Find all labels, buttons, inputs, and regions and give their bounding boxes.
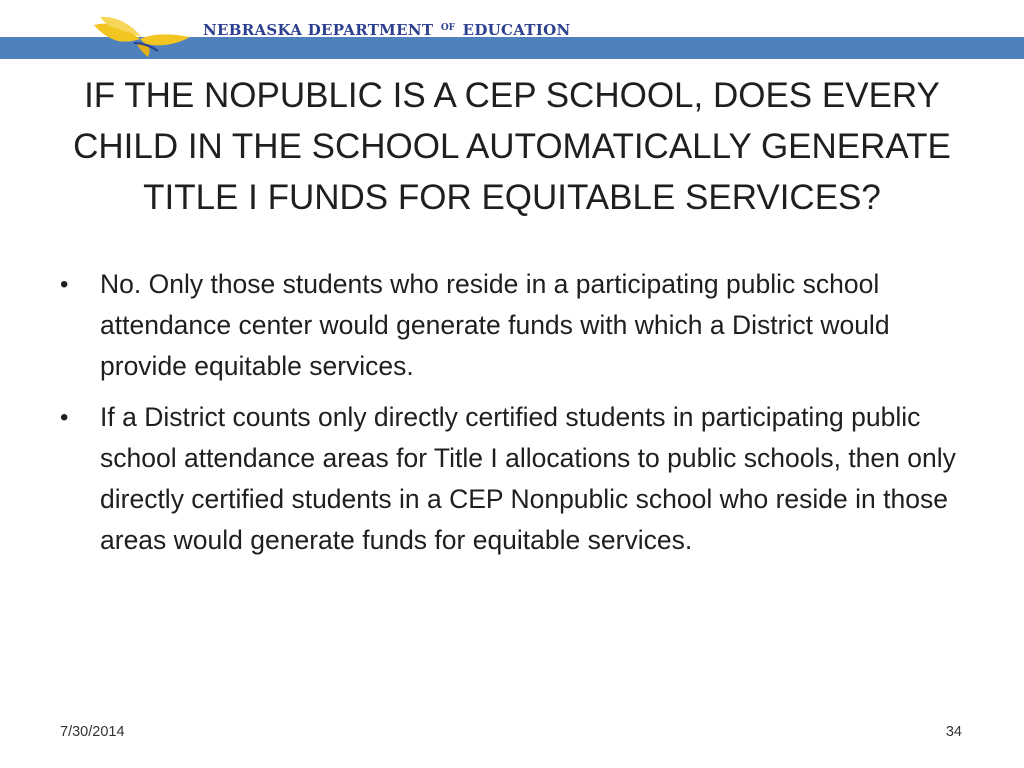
bullet-text: If a District counts only directly certified students in participating public school attendance areas for Title I allocations to public schools, then only directly certified students in a CEP Nonpublic school who reside in those areas would generate funds for equitable services. xyxy=(100,402,956,555)
page-number: 34 xyxy=(945,724,962,740)
bullet-dot: • xyxy=(60,404,69,431)
slide-title: IF THE NOPUBLIC IS A CEP SCHOOL, DOES EVERY CHILD IN THE SCHOOL AUTOMATICALLY GENERATE TITLE I FUNDS FOR EQUITABLE SERVICES? xyxy=(73,76,951,217)
footer-date: 7/30/2014 xyxy=(60,724,125,740)
department-name xyxy=(203,21,571,39)
bullet-dot: • xyxy=(60,271,69,298)
bullet-list xyxy=(56,264,956,571)
logo-text-part1: NEBRASKA DEPARTMENT xyxy=(203,21,434,39)
bullet-text: No. Only those students who reside in a participating public school attendance center would generate funds with which a District would provide equitable services. xyxy=(100,269,890,381)
bullet-item xyxy=(56,397,956,561)
bullet-item xyxy=(56,264,956,387)
logo-text-of: OF xyxy=(440,23,456,33)
logo-text-part2: EDUCATION xyxy=(462,21,571,39)
book-emblem-icon xyxy=(88,13,194,59)
department-logo xyxy=(88,13,583,59)
